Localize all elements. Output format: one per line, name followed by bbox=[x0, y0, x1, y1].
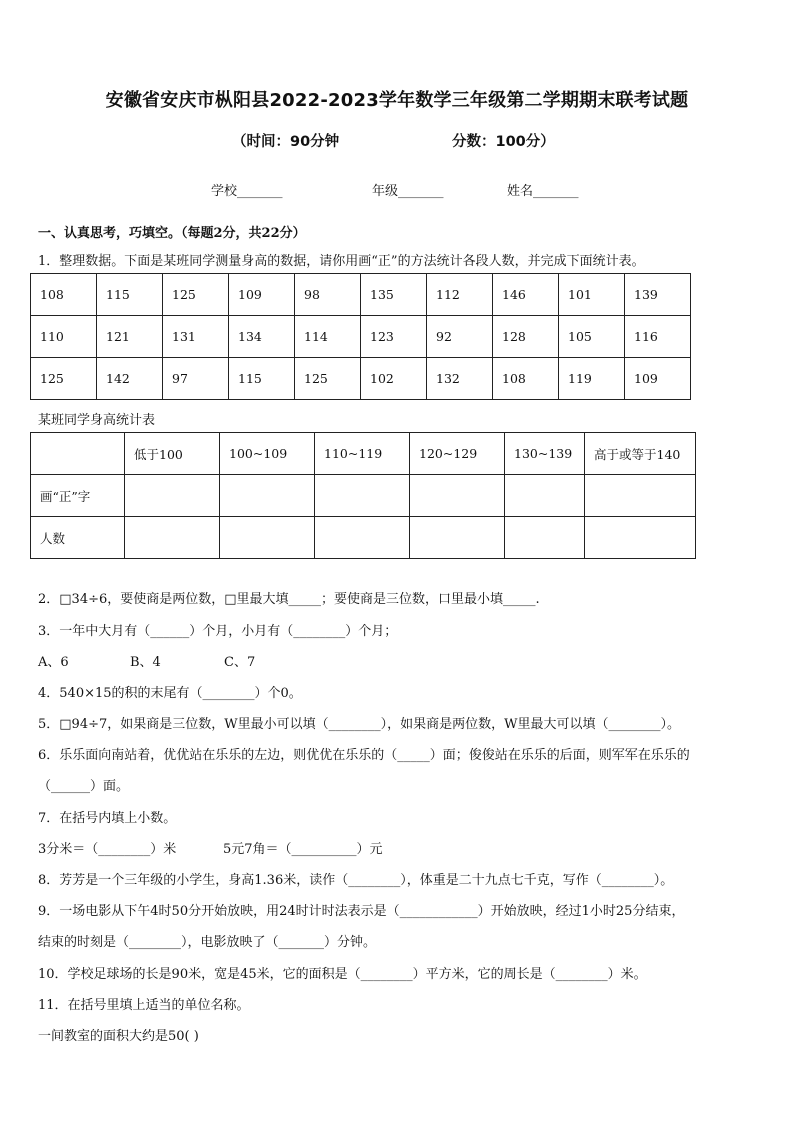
option-b: B、4 bbox=[130, 655, 161, 670]
height-cell: 123 bbox=[361, 316, 427, 358]
height-cell: 121 bbox=[97, 316, 163, 358]
height-cell: 112 bbox=[427, 274, 493, 316]
height-cell: 97 bbox=[163, 358, 229, 400]
stats-answer-cell[interactable] bbox=[410, 475, 505, 517]
stats-header-cell: 110~119 bbox=[315, 433, 410, 475]
question-8: 8．芳芳是一个三年级的小学生，身高1.36米，读作（________），体重是二十九点七千克，写作（________）。 bbox=[38, 873, 674, 888]
height-cell: 101 bbox=[559, 274, 625, 316]
question-7a: 3分米＝（________）米 bbox=[38, 842, 177, 857]
name-field[interactable]: 姓名_______ bbox=[507, 184, 579, 199]
section-heading: 一、认真思考，巧填空。（每题2分，共22分） bbox=[38, 226, 306, 241]
height-stats-table bbox=[30, 432, 696, 559]
stats-table-caption: 某班同学身高统计表 bbox=[38, 413, 156, 428]
height-cell: 146 bbox=[493, 274, 559, 316]
stats-header-cell: 120~129 bbox=[410, 433, 505, 475]
height-cell: 132 bbox=[427, 358, 493, 400]
stats-header-cell: 低于100 bbox=[125, 433, 220, 475]
option-a: A、6 bbox=[38, 655, 69, 670]
stats-answer-cell[interactable] bbox=[315, 517, 410, 559]
stats-row bbox=[31, 517, 696, 559]
height-cell: 115 bbox=[97, 274, 163, 316]
option-c: C、7 bbox=[224, 655, 256, 670]
height-cell: 108 bbox=[493, 358, 559, 400]
question-9: 9．一场电影从下午4时50分开始放映，用24时计时法表示是（____________）开始放映，经过1小时25分结束， bbox=[38, 904, 685, 919]
height-cell: 125 bbox=[163, 274, 229, 316]
stats-answer-cell[interactable] bbox=[125, 475, 220, 517]
height-cell: 92 bbox=[427, 316, 493, 358]
height-cell: 139 bbox=[625, 274, 691, 316]
stats-answer-cell[interactable] bbox=[410, 517, 505, 559]
question-3: 3．一年中大月有（______）个月，小月有（________）个月； bbox=[38, 624, 398, 639]
height-cell: 134 bbox=[229, 316, 295, 358]
height-cell: 119 bbox=[559, 358, 625, 400]
height-cell: 105 bbox=[559, 316, 625, 358]
question-9-cont: 结束的时刻是（________），电影放映了（_______）分钟。 bbox=[38, 935, 377, 950]
height-data-table bbox=[30, 273, 691, 400]
stats-answer-cell[interactable] bbox=[125, 517, 220, 559]
height-cell: 108 bbox=[31, 274, 97, 316]
height-row bbox=[31, 316, 691, 358]
height-cell: 98 bbox=[295, 274, 361, 316]
stats-header-row bbox=[31, 433, 696, 475]
question-7b: 5元7角＝（__________）元 bbox=[223, 842, 383, 857]
stats-row-label: 人数 bbox=[31, 517, 125, 559]
stats-answer-cell[interactable] bbox=[220, 517, 315, 559]
question-6: 6．乐乐面向南站着，优优站在乐乐的左边，则优优在乐乐的（_____）面；俊俊站在乐乐的后面，则军军在乐乐的 bbox=[38, 748, 690, 763]
height-cell: 102 bbox=[361, 358, 427, 400]
height-cell: 128 bbox=[493, 316, 559, 358]
stats-row bbox=[31, 475, 696, 517]
height-cell: 109 bbox=[229, 274, 295, 316]
school-field[interactable]: 学校_______ bbox=[211, 184, 283, 199]
stats-answer-cell[interactable] bbox=[315, 475, 410, 517]
height-cell: 135 bbox=[361, 274, 427, 316]
height-cell: 125 bbox=[31, 358, 97, 400]
question-7: 7．在括号内填上小数。 bbox=[38, 811, 177, 826]
stats-answer-cell[interactable] bbox=[220, 475, 315, 517]
question-4: 4．540×15的积的末尾有（________）个0。 bbox=[38, 686, 302, 701]
stats-answer-cell[interactable] bbox=[505, 475, 585, 517]
question-11: 11．在括号里填上适当的单位名称。 bbox=[38, 998, 250, 1013]
height-cell: 142 bbox=[97, 358, 163, 400]
time-label: （时间：90分钟 bbox=[232, 134, 340, 150]
height-cell: 109 bbox=[625, 358, 691, 400]
height-cell: 116 bbox=[625, 316, 691, 358]
height-cell: 125 bbox=[295, 358, 361, 400]
stats-header-cell: 130~139 bbox=[505, 433, 585, 475]
height-cell: 110 bbox=[31, 316, 97, 358]
question-5: 5．□94÷7，如果商是三位数，W里最小可以填（________），如果商是两位数，W里最大可以填（________）。 bbox=[38, 717, 680, 732]
height-cell: 131 bbox=[163, 316, 229, 358]
question-11a: 一间教室的面积大约是50( ) bbox=[38, 1029, 199, 1044]
stats-answer-cell[interactable] bbox=[505, 517, 585, 559]
height-row bbox=[31, 358, 691, 400]
stats-answer-cell[interactable] bbox=[585, 517, 696, 559]
question-10: 10．学校足球场的长是90米，宽是45米，它的面积是（________）平方米，它的周长是（________）米。 bbox=[38, 967, 647, 982]
score-label: 分数：100分） bbox=[452, 134, 555, 150]
stats-header-cell bbox=[31, 433, 125, 475]
question-2: 2．□34÷6，要使商是两位数，□里最大填_____；要使商是三位数，口里最小填_____. bbox=[38, 592, 540, 607]
exam-title: 安徽省安庆市枞阳县2022-2023学年数学三年级第二学期期末联考试题 bbox=[105, 90, 689, 111]
stats-answer-cell[interactable] bbox=[585, 475, 696, 517]
question-1: 1．整理数据。下面是某班同学测量身高的数据，请你用画“正”的方法统计各段人数，并完成下面统计表。 bbox=[38, 254, 645, 269]
grade-field[interactable]: 年级_______ bbox=[372, 184, 444, 199]
stats-header-cell: 100~109 bbox=[220, 433, 315, 475]
height-cell: 115 bbox=[229, 358, 295, 400]
height-cell: 114 bbox=[295, 316, 361, 358]
height-row bbox=[31, 274, 691, 316]
stats-header-cell: 高于或等于140 bbox=[585, 433, 696, 475]
question-6-cont: （______）面。 bbox=[38, 779, 130, 794]
stats-row-label: 画“正”字 bbox=[31, 475, 125, 517]
